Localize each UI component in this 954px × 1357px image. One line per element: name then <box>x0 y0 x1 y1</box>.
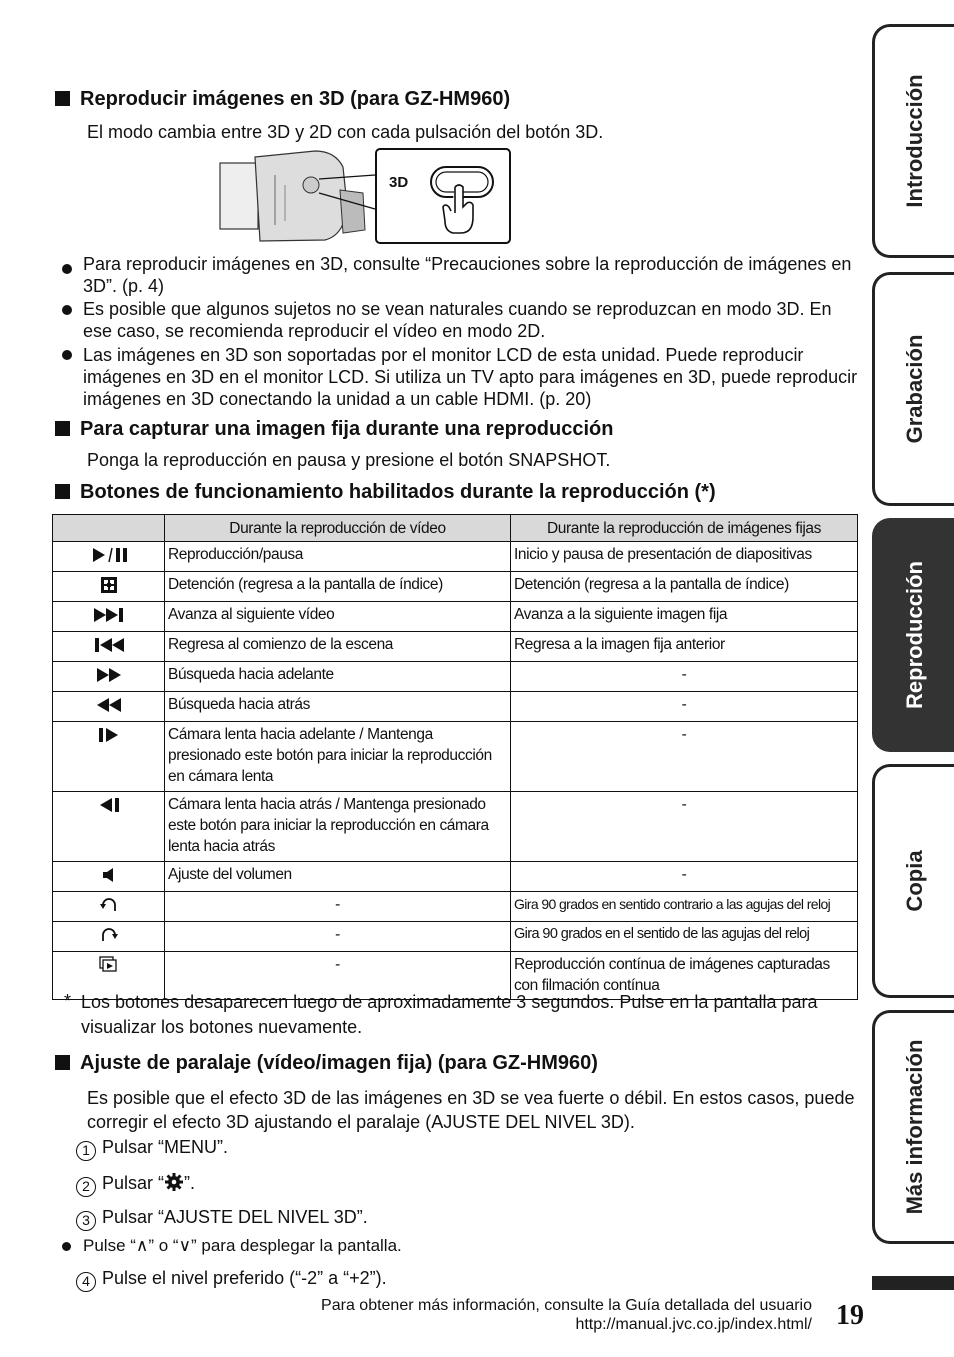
slow-reverse-icon <box>53 792 165 862</box>
section-heading-snapshot: Para capturar una imagen fija durante una reproducción <box>55 418 613 441</box>
table-cell-video: Cámara lenta hacia adelante / Mantenga presionado este botón para iniciar la reproducción en cámara lenta <box>165 722 511 792</box>
bullet-3d-natural: Es posible que algunos sujetos no se vean naturales cuando se reproduzcan en modo 3D. En ese caso, se recomienda reproducir el vídeo en modo 2D. <box>83 299 832 341</box>
rotate-left-icon <box>53 892 165 922</box>
heading-square-icon <box>55 484 70 499</box>
section-heading-parallax: Ajuste de paralaje (vídeo/imagen fija) (para GZ-HM960) <box>55 1052 598 1075</box>
table-cell-still: - <box>511 692 858 722</box>
section-heading-buttons: Botones de funcionamiento habilitados durante la reproducción (*) <box>55 481 716 504</box>
next-icon <box>53 602 165 632</box>
bullet-dot-icon <box>62 305 72 315</box>
table-cell-video: - <box>165 892 511 922</box>
step-2: 2 Pulsar “ ”. <box>76 1172 195 1197</box>
bullet-3d-precautions: Para reproducir imágenes en 3D, consulte “Precauciones sobre la reproducción de imágenes en 3D”. (p. 4) <box>83 254 852 296</box>
step-3: 3 Pulsar “AJUSTE DEL NIVEL 3D”. <box>76 1206 368 1231</box>
step-number: 3 <box>76 1211 96 1231</box>
section-text-snapshot: Ponga la reproducción en pausa y presione el botón SNAPSHOT. <box>87 450 611 470</box>
volume-icon <box>53 862 165 892</box>
tab-copia[interactable]: Copia <box>872 764 954 998</box>
table-row <box>53 602 858 632</box>
table-cell-video: Ajuste del volumen <box>165 862 511 892</box>
table-cell-video: - <box>165 922 511 952</box>
step-1: 1 Pulsar “MENU”. <box>76 1136 228 1161</box>
step-4: 4 Pulse el nivel preferido (“-2” a “+2”). <box>76 1267 387 1292</box>
bullet-scroll-screen: Pulse “∧” o “∨” para desplegar la pantalla. <box>83 1236 402 1255</box>
page-number: 19 <box>836 1300 864 1331</box>
table-cell-still: Inicio y pausa de presentación de diapositivas <box>511 542 858 572</box>
fast-forward-icon <box>53 662 165 692</box>
tab-introduccion[interactable]: Introducción <box>872 24 954 258</box>
table-cell-still: Detención (regresa a la pantalla de índice) <box>511 572 858 602</box>
footer-more-info <box>321 1296 812 1334</box>
heading-square-icon <box>55 91 70 106</box>
slow-forward-icon <box>53 722 165 792</box>
table-row <box>53 632 858 662</box>
heading-square-icon <box>55 421 70 436</box>
camera-illustration <box>215 145 515 247</box>
3d-button-label: 3D <box>389 174 409 191</box>
bullet-dot-icon <box>62 1242 71 1251</box>
table-row <box>53 692 858 722</box>
footnote-text: Los botones desaparecen luego de aproximadamente 3 segundos. Pulse en la pantalla para visualizar los botones nuevamente. <box>81 992 818 1037</box>
table-cell-still: Avanza a la siguiente imagen fija <box>511 602 858 632</box>
table-row <box>53 862 858 892</box>
table-row <box>53 542 858 572</box>
rewind-icon <box>53 692 165 722</box>
table-cell-video: Avanza al siguiente vídeo <box>165 602 511 632</box>
table-cell-video: Reproducción/pausa <box>165 542 511 572</box>
step-number: 2 <box>76 1177 96 1197</box>
footer-url[interactable]: http://manual.jvc.co.jp/index.html/ <box>575 1316 812 1333</box>
table-row <box>53 662 858 692</box>
stop-index-icon <box>53 572 165 602</box>
tab-bottom-bar <box>872 1276 954 1290</box>
table-cell-video: Regresa al comienzo de la escena <box>165 632 511 662</box>
table-cell-still: - <box>511 862 858 892</box>
step-number: 4 <box>76 1272 96 1292</box>
table-cell-video: - <box>165 952 511 1000</box>
table-row <box>53 722 858 792</box>
section-text-parallax: Es posible que el efecto 3D de las imágenes en 3D se vea fuerte o débil. En estos casos, puede corregir el efecto 3D ajustando el paralaje (AJUSTE DEL NIVEL 3D). <box>87 1088 855 1132</box>
tab-reproduccion[interactable]: Reproducción <box>872 518 954 752</box>
previous-icon <box>53 632 165 662</box>
table-cell-video: Búsqueda hacia adelante <box>165 662 511 692</box>
rotate-right-icon <box>53 922 165 952</box>
table-cell-still: - <box>511 662 858 692</box>
tab-mas-informacion[interactable]: Más información <box>872 1010 954 1244</box>
play-pause-icon <box>53 542 165 572</box>
footnote-mark: * <box>64 991 72 1011</box>
section-heading-3d-playback: Reproducir imágenes en 3D (para GZ-HM960) <box>55 88 510 111</box>
table-header-row <box>53 515 858 542</box>
table-cell-still: Reproducción contínua de imágenes capturadas con filmación contínua <box>511 952 858 1000</box>
operation-buttons-table <box>52 514 858 1000</box>
table-row <box>53 892 858 922</box>
table-header-video: Durante la reproducción de vídeo <box>165 515 511 542</box>
bullet-dot-icon <box>62 350 72 360</box>
tab-grabacion[interactable]: Grabación <box>872 272 954 506</box>
bullet-3d-lcd-tv: Las imágenes en 3D son soportadas por el monitor LCD de esta unidad. Puede reproducir imágenes en 3D en el monitor LCD. Si utiliza un TV apto para imágenes en 3D, puede reproducir imágenes en 3D conectando la unidad a un cable HDMI. (p. 20) <box>83 345 858 409</box>
table-cell-still: Gira 90 grados en sentido contrario a las agujas del reloj <box>511 892 858 922</box>
table-cell-video: Búsqueda hacia atrás <box>165 692 511 722</box>
table-header-icon <box>53 515 165 542</box>
footer-line-1: Para obtener más información, consulte la Guía detallada del usuario <box>321 1297 812 1314</box>
table-row <box>53 792 858 862</box>
table-cell-still: Gira 90 grados en el sentido de las agujas del reloj <box>511 922 858 952</box>
settings-gear-icon <box>164 1173 184 1191</box>
table-cell-video: Detención (regresa a la pantalla de índice) <box>165 572 511 602</box>
step-number: 1 <box>76 1141 96 1161</box>
section-text-3d-mode: El modo cambia entre 3D y 2D con cada pulsación del botón 3D. <box>87 122 604 142</box>
camcorder-3d-button-icon <box>215 145 515 247</box>
table-cell-still: - <box>511 792 858 862</box>
table-cell-still: Regresa a la imagen fija anterior <box>511 632 858 662</box>
table-row <box>53 572 858 602</box>
bullet-dot-icon <box>62 264 72 274</box>
table-header-still: Durante la reproducción de imágenes fijas <box>511 515 858 542</box>
table-cell-video: Cámara lenta hacia atrás / Mantenga presionado este botón para iniciar la reproducción en cámara lenta hacia atrás <box>165 792 511 862</box>
table-cell-still: - <box>511 722 858 792</box>
heading-square-icon <box>55 1055 70 1070</box>
table-row <box>53 922 858 952</box>
